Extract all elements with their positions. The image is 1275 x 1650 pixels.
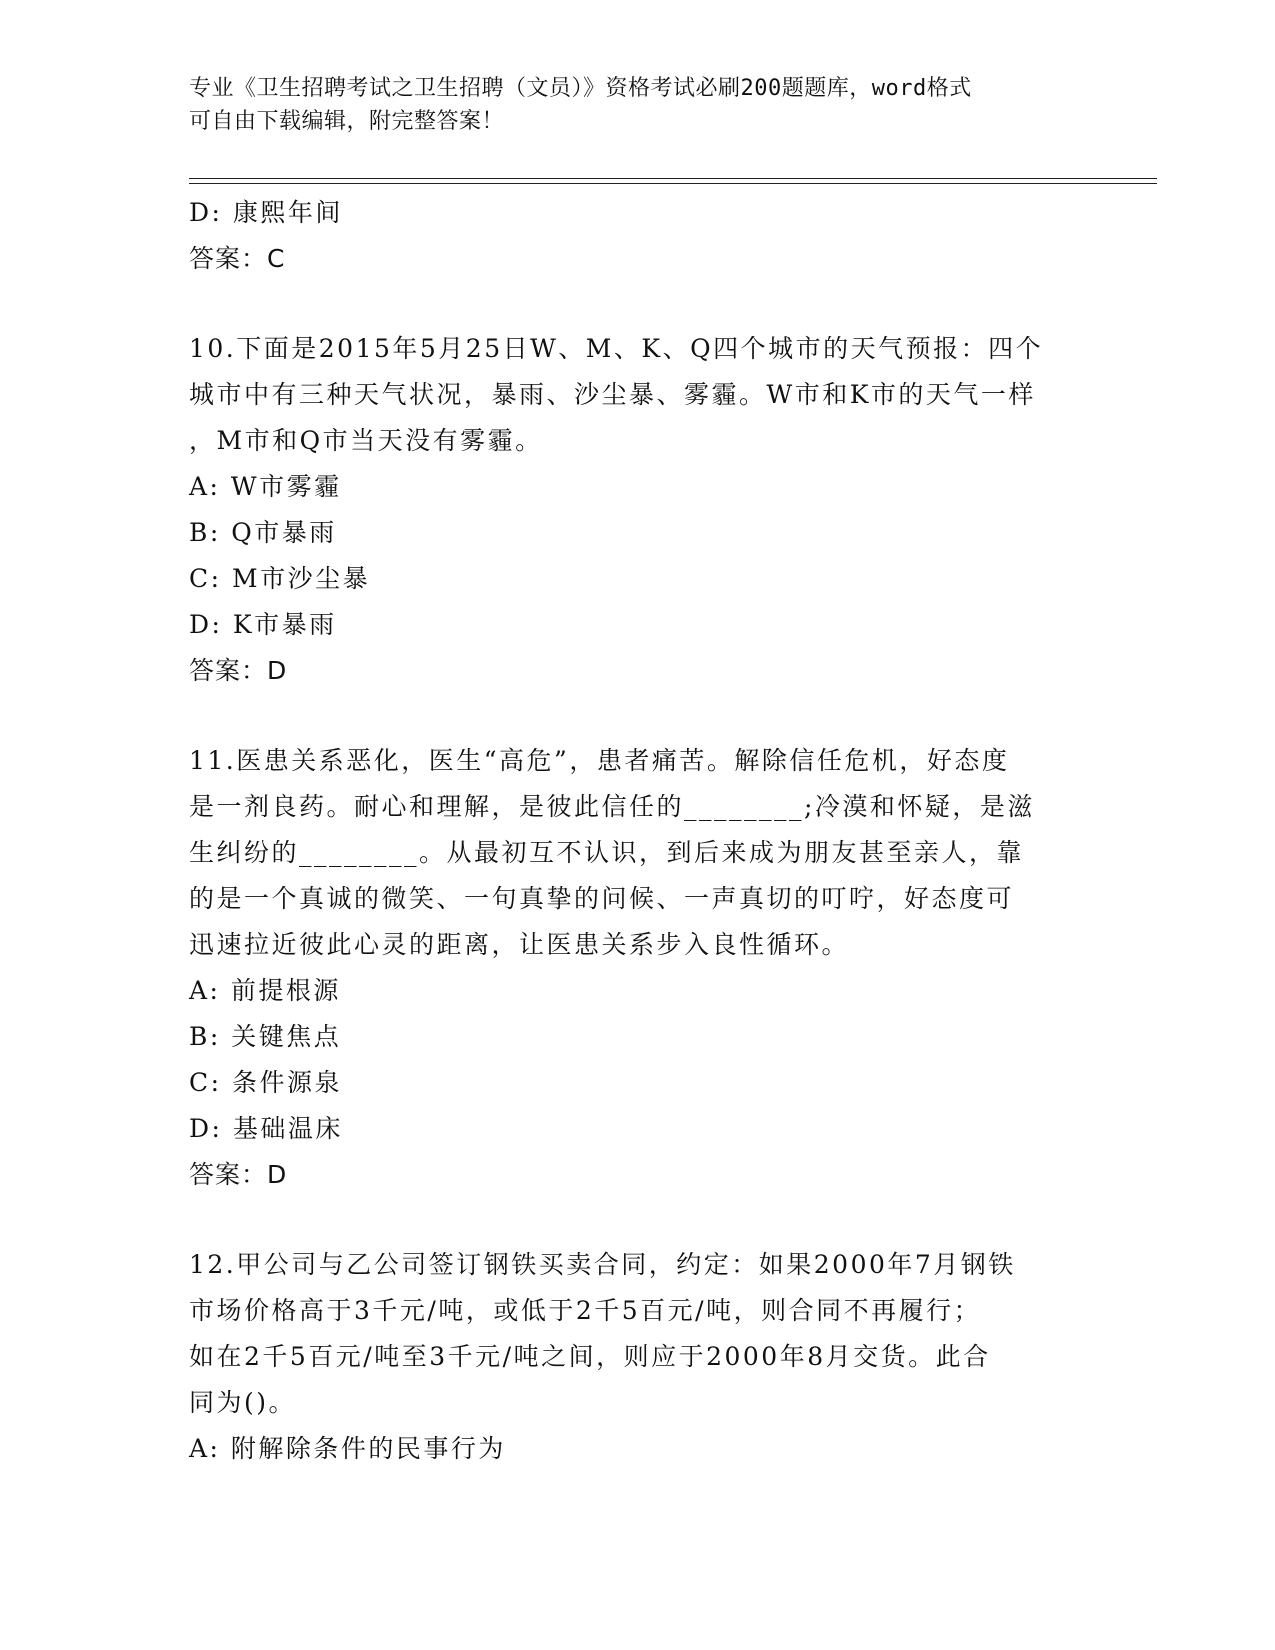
question-stem-line: 如在2千5百元/吨至3千元/吨之间，则应于2000年8月交货。此合 [189,1342,991,1371]
option-a: A: 附解除条件的民事行为 [189,1434,506,1463]
question-stem-line: 市场价格高于3千元/吨，或低于2千5百元/吨，则合同不再履行； [189,1296,982,1325]
question-stem-line: 12.甲公司与乙公司签订钢铁买卖合同，约定：如果2000年7月钢铁 [189,1250,1016,1279]
question-stem-line: 生纠纷的________。从最初互不认识，到后来成为朋友甚至亲人，靠 [189,838,1025,867]
option-d: D: 康熙年间 [189,198,343,227]
option-d: D: 基础温床 [189,1114,343,1143]
document-header [189,72,1089,138]
question-stem-line: 是一剂良药。耐心和理解，是彼此信任的________;冷漠和怀疑，是滋 [189,792,1035,821]
question-12 [189,1242,1089,1472]
header-line: 专业《卫生招聘考试之卫生招聘（文员）》资格考试必刷200题题库，word格式 [189,76,972,101]
question-stem-line: 10.下面是2015年5月25日W、M、K、Q四个城市的天气预报：四个 [189,334,1044,363]
option-a: A: W市雾霾 [189,472,342,501]
question-stem-line: ，M市和Q市当天没有雾霾。 [189,426,543,455]
header-divider [189,178,1157,179]
question-stem-line: 迅速拉近彼此心灵的距离，让医患关系步入良性循环。 [189,930,850,959]
option-b: B: 关键焦点 [189,1022,342,1051]
header-divider [189,183,1157,184]
question-stem-line: 城市中有三种天气状况，暴雨、沙尘暴、雾霾。W市和K市的天气一样 [189,380,1036,409]
question-11 [189,738,1089,1198]
question-stem-line: 的是一个真诚的微笑、一句真挚的问候、一声真切的叮咛，好态度可 [189,884,1015,913]
answer-line: 答案：C [189,244,286,273]
option-d: D: K市暴雨 [189,610,337,639]
answer-line: 答案：D [189,1160,288,1189]
option-c: C: 条件源泉 [189,1068,342,1097]
question-10 [189,326,1089,694]
document-body [189,190,1089,1472]
header-line: 可自由下载编辑，附完整答案！ [189,109,505,134]
question-stem-line: 同为()。 [189,1388,297,1417]
option-b: B: Q市暴雨 [189,518,337,547]
option-a: A: 前提根源 [189,976,341,1005]
option-c: C: M市沙尘暴 [189,564,371,593]
question-stem-line: 11.医患关系恶化，医生“高危”，患者痛苦。解除信任危机，好态度 [189,746,1010,775]
answer-line: 答案：D [189,656,288,685]
previous-question-tail [189,190,1089,282]
